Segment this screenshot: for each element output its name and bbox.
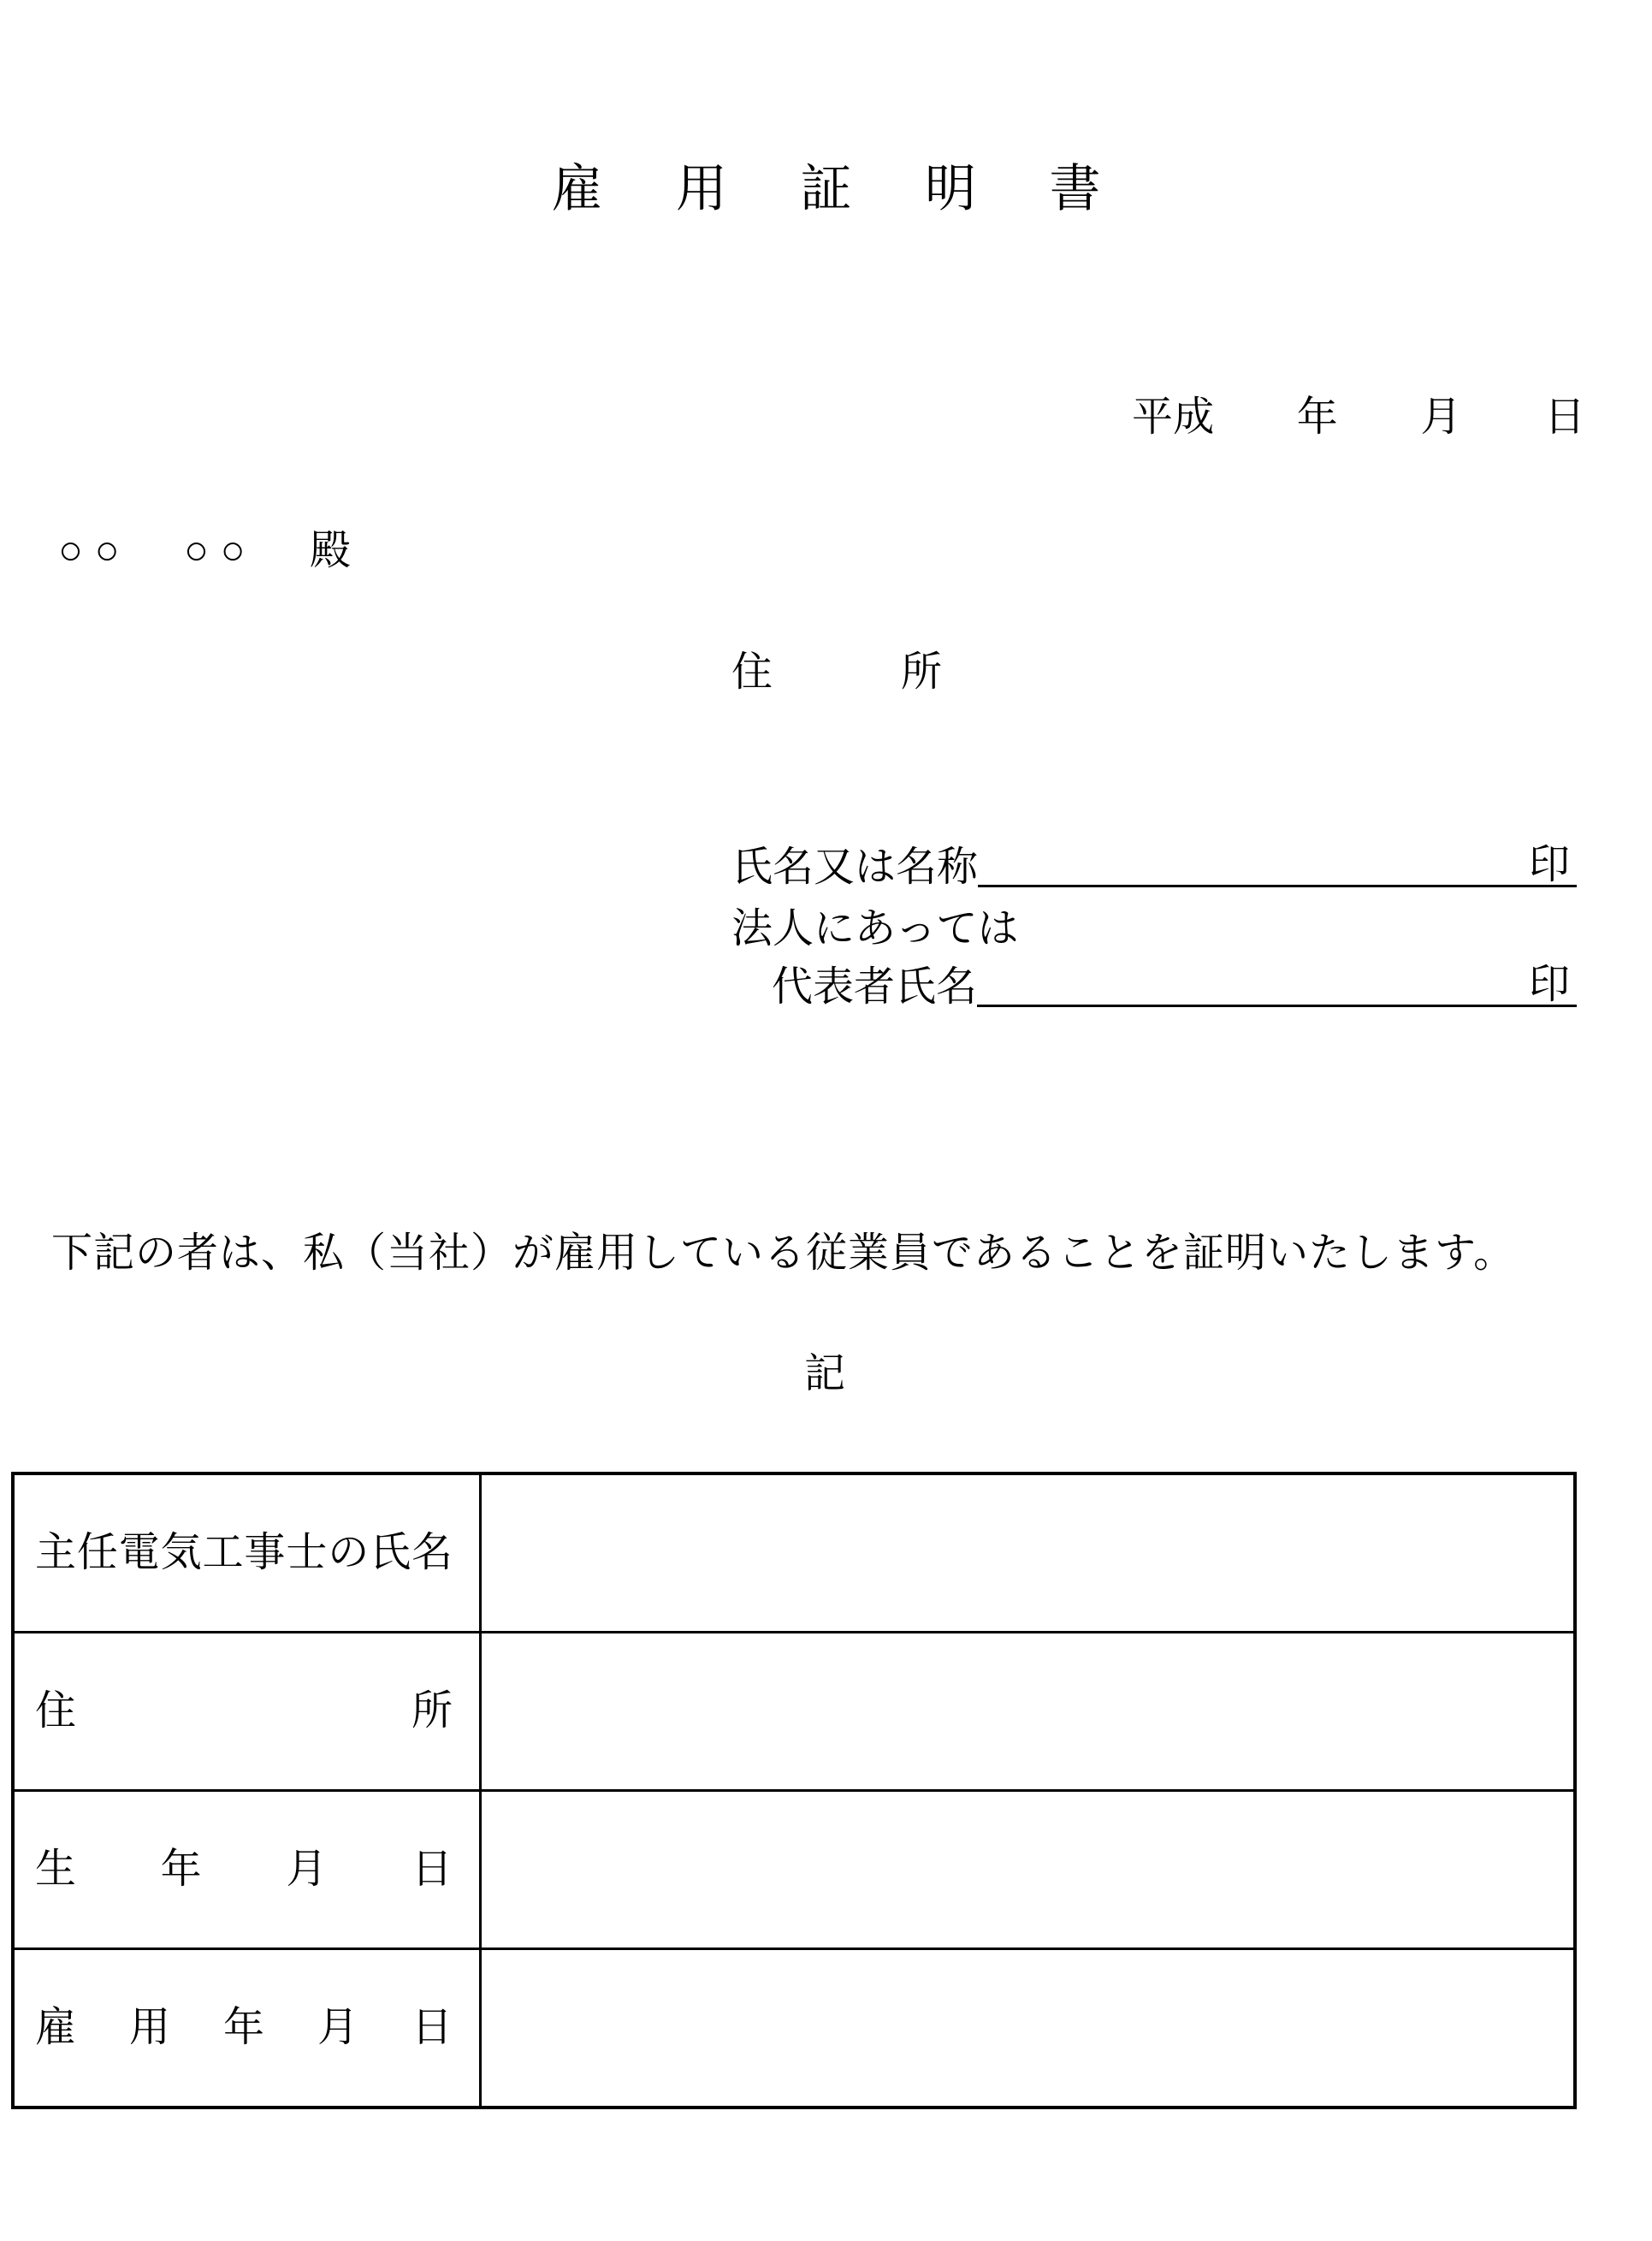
row-label-cell (15, 1633, 482, 1789)
employment-date-label: 雇 用 年 月 日 (35, 2004, 453, 2050)
row-label-cell (15, 1792, 482, 1948)
table-row (15, 1475, 1573, 1631)
seal-mark: 印 (1528, 842, 1570, 887)
seal-mark: 印 (1528, 962, 1570, 1007)
section-marker: 記 (804, 1351, 846, 1396)
issuer-name-label: 氏名又は名称 (731, 845, 979, 890)
document-title: 雇 用 証 明 書 (551, 161, 1101, 217)
employee-info-table (11, 1472, 1577, 2109)
address-label: 住 所 (35, 1687, 453, 1734)
address-value-cell[interactable] (482, 1633, 1573, 1789)
representative-name-blank-field[interactable] (977, 962, 1577, 1007)
certification-statement: 下記の者は、私（当社）が雇用している従業員であることを証明いたします。 (51, 1230, 1516, 1276)
table-row (15, 1789, 1573, 1948)
employment-date-value-cell[interactable] (482, 1950, 1573, 2106)
table-row (15, 1948, 1573, 2106)
birth-date-label: 生 年 月 日 (35, 1846, 453, 1892)
chief-electrician-name-value-cell[interactable] (482, 1475, 1573, 1631)
issuer-address-label: 住 所 (731, 649, 942, 695)
representative-name-line (772, 962, 1577, 1010)
issuer-name-line (731, 842, 1577, 890)
representative-name-label: 代表者氏名 (772, 964, 978, 1010)
birth-date-value-cell[interactable] (482, 1792, 1573, 1948)
corporate-note: 法人にあっては (731, 906, 1019, 952)
addressee: ○○ ○○ 殿 (58, 528, 351, 573)
table-row (15, 1631, 1573, 1789)
date-line: 平成 年 月 日 (1132, 394, 1585, 440)
chief-electrician-name-label: 主任電気工事士の氏名 (35, 1529, 453, 1575)
issuer-name-blank-field[interactable] (978, 842, 1577, 887)
row-label-cell (15, 1475, 482, 1631)
row-label-cell (15, 1950, 482, 2106)
